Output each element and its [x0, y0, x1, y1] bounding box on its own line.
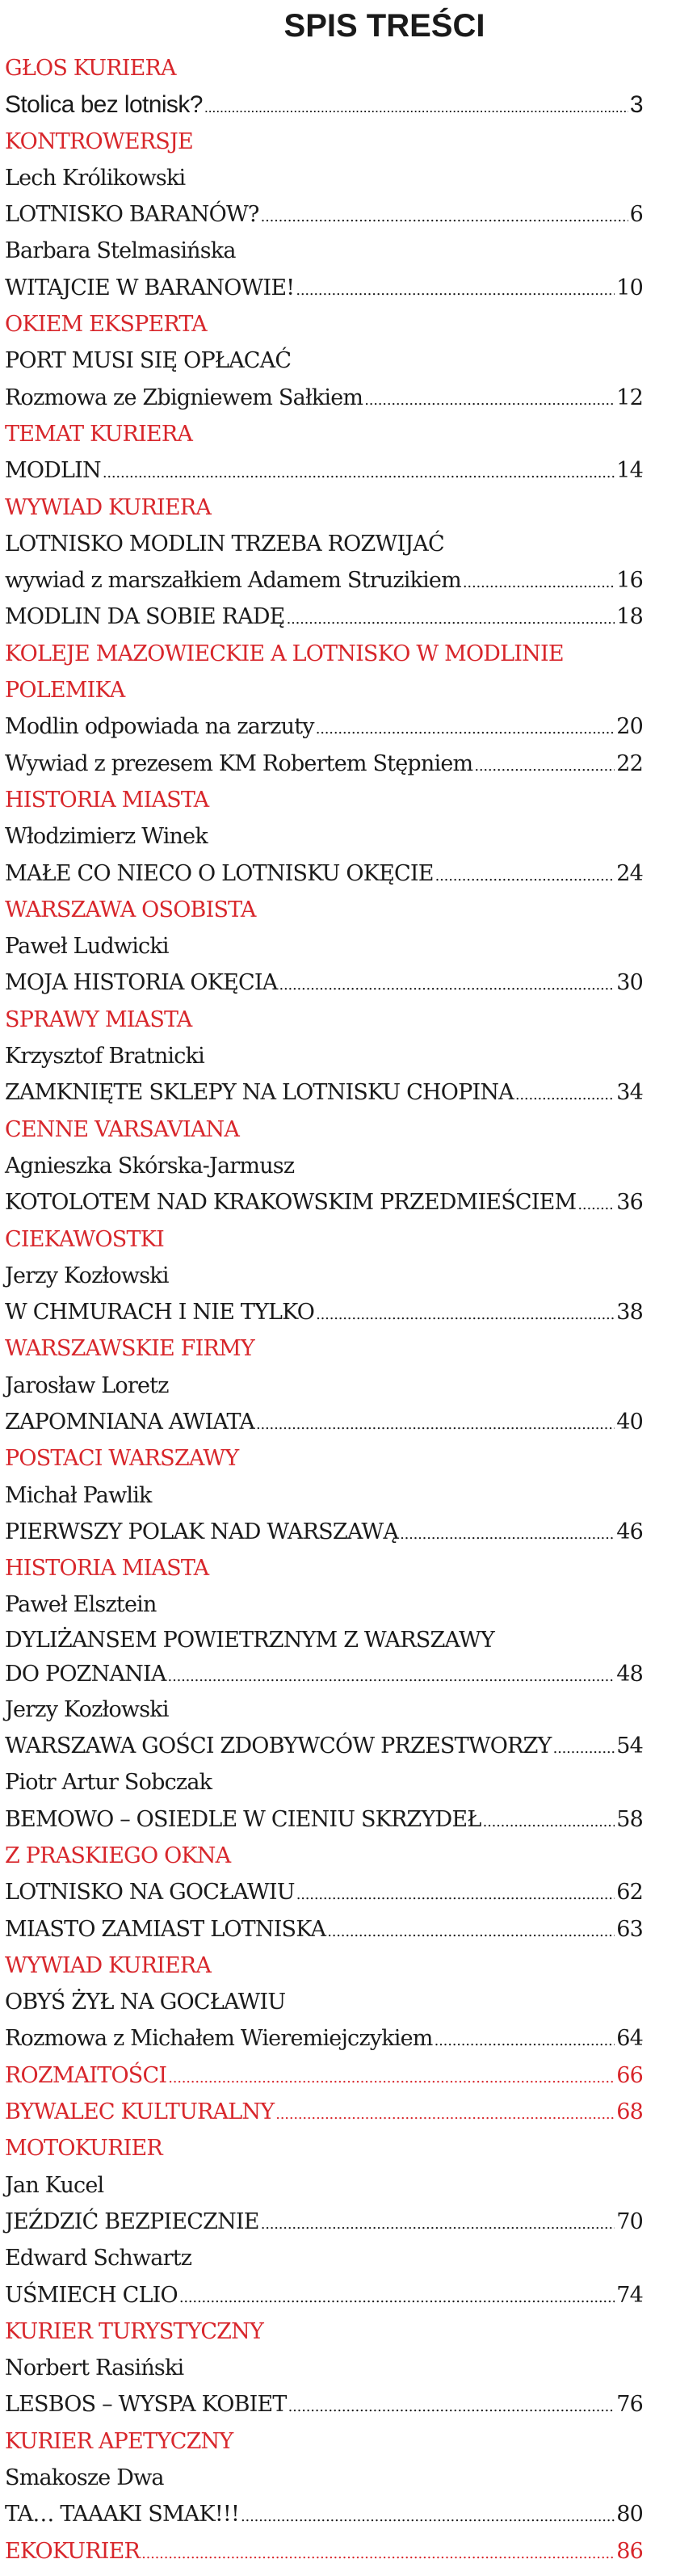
- page-number: 46: [616, 1519, 643, 1544]
- dot-leader: [256, 1404, 615, 1443]
- section-heading: [5, 1440, 643, 1477]
- page-number: 12: [616, 385, 643, 410]
- entry-title: Wywiad z prezesem KM Robertem Stępniem: [5, 750, 473, 776]
- section-heading: [5, 782, 643, 818]
- page-number: 6: [629, 202, 643, 228]
- toc-line: [5, 1764, 643, 1801]
- dot-leader: [168, 1658, 615, 1694]
- entry-title: MIASTO ZAMIAST LOTNISKA: [5, 1916, 326, 1942]
- toc-entry: [5, 2496, 643, 2532]
- page-number: 74: [616, 2282, 643, 2308]
- page-number: 20: [616, 714, 643, 740]
- dot-leader: [327, 1911, 615, 1950]
- toc-line: [5, 1148, 643, 1184]
- entry-title: PORT MUSI SIĘ OPŁACAĆ: [5, 348, 292, 374]
- dot-leader: [463, 562, 615, 601]
- dot-leader: [316, 1294, 615, 1333]
- entry-title: wywiad z marszałkiem Adamem Struzikiem: [5, 568, 461, 594]
- toc-line: [5, 526, 643, 562]
- page-number: 62: [616, 1880, 643, 1906]
- toc-entry: [5, 1514, 643, 1550]
- section-title: BYWALEC KULTURALNY: [5, 2099, 275, 2125]
- page-number: 38: [616, 1300, 643, 1326]
- section-title: KURIER TURYSTYCZNY: [5, 2318, 263, 2344]
- toc-entry: [5, 452, 643, 489]
- entry-title: OBYŚ ŻYŁ NA GOCŁAWIU: [5, 1990, 286, 2015]
- toc-line: [5, 233, 643, 269]
- entry-title: Smakosze Dwa: [5, 2465, 164, 2490]
- toc-line: [5, 1984, 643, 2020]
- section-title: WARSZAWA OSOBISTA: [5, 897, 256, 922]
- toc-line: [5, 160, 643, 196]
- section-title: CIEKAWOSTKI: [5, 1226, 164, 1252]
- entry-title: Michał Pawlik: [5, 1482, 152, 1508]
- page-number: 80: [616, 2502, 643, 2528]
- toc-entry: [5, 1658, 643, 1691]
- toc-line: [5, 1368, 643, 1404]
- entry-title: Lech Królikowski: [5, 165, 186, 191]
- toc-line: [5, 2350, 643, 2386]
- page-number: 16: [616, 568, 643, 594]
- section-title: WYWIAD KURIERA: [5, 1952, 212, 1978]
- entry-title: Stolica bez lotnisk?: [5, 91, 203, 119]
- dot-leader: [141, 2533, 615, 2572]
- page-number: 3: [629, 91, 643, 119]
- entry-title: Paweł Elsztein: [5, 1592, 157, 1618]
- entry-title: PIERWSZY POLAK NAD WARSZAWĄ: [5, 1519, 399, 1544]
- toc-line: [5, 1586, 643, 1623]
- entry-title: Edward Schwartz: [5, 2246, 192, 2271]
- entry-title: TA… TAAAKI SMAK!!!: [5, 2502, 240, 2528]
- entry-title: ZAMKNIĘTE SKLEPY NA LOTNISKU CHOPINA: [5, 1080, 514, 1106]
- entry-title: Krzysztof Bratnicki: [5, 1044, 204, 1069]
- entry-title: UŚMIECH CLIO: [5, 2282, 178, 2308]
- section-heading: [5, 636, 643, 672]
- toc-entry: [5, 1911, 643, 1948]
- dot-leader: [275, 2094, 615, 2133]
- entry-title: JEŹDZIĆ BEZPIECZNIE: [5, 2208, 259, 2234]
- section-heading: [5, 1838, 643, 1874]
- entry-title: LESBOS – WYSPA KOBIET: [5, 2392, 287, 2418]
- page-number: 68: [616, 2099, 643, 2125]
- entry-title: WARSZAWA GOŚCI ZDOBYWCÓW PRZESTWORZY: [5, 1733, 552, 1759]
- dot-leader: [483, 1801, 615, 1840]
- toc-entry: [5, 1874, 643, 1910]
- dot-leader: [261, 2204, 615, 2242]
- section-title: GŁOS KURIERA: [5, 56, 176, 81]
- section-title: CENNE VARSAVIANA: [5, 1116, 240, 1142]
- entry-title: MODLIN: [5, 458, 101, 484]
- section-title: SPRAWY MIASTA: [5, 1006, 192, 1032]
- toc-entry: [5, 1404, 643, 1440]
- toc-entry: [5, 1801, 643, 1838]
- entry-title: Norbert Rasiński: [5, 2355, 184, 2381]
- toc-line: [5, 2167, 643, 2204]
- dot-leader: [435, 2020, 615, 2059]
- entry-title: MOJA HISTORIA OKĘCIA: [5, 970, 278, 996]
- page-number: 86: [616, 2538, 643, 2564]
- entry-title: DO POZNANIA: [5, 1661, 166, 1687]
- page-number: 36: [616, 1190, 643, 1216]
- section-title: OKIEM EKSPERTA: [5, 312, 207, 338]
- entry-title: Jarosław Loretz: [5, 1372, 169, 1398]
- page-number: 64: [616, 2026, 643, 2052]
- toc-line: [5, 1691, 643, 1728]
- toc-entry: [5, 380, 643, 416]
- entry-title: Modlin odpowiada na zarzuty: [5, 714, 314, 740]
- toc-entry: [5, 2386, 643, 2423]
- section-heading: [5, 892, 643, 928]
- toc-line: [5, 1038, 643, 1074]
- section-heading: [5, 490, 643, 526]
- entry-title: Jerzy Kozłowski: [5, 1263, 169, 1288]
- section-heading: [5, 672, 643, 708]
- toc-line: [5, 1258, 643, 1294]
- section-title: KURIER APETYCZNY: [5, 2428, 233, 2454]
- page-number: 58: [616, 1806, 643, 1832]
- entry-title: Jan Kucel: [5, 2172, 104, 2198]
- section-heading: [5, 1948, 643, 1984]
- page-number: 22: [616, 750, 643, 776]
- page-number: 18: [616, 604, 643, 630]
- section-title: WARSZAWSKIE FIRMY: [5, 1336, 254, 1362]
- dot-leader: [241, 2496, 615, 2535]
- entry-title: LOTNISKO NA GOCŁAWIU: [5, 1880, 295, 1906]
- dot-leader: [577, 1184, 615, 1223]
- dot-leader: [103, 452, 615, 491]
- dot-leader: [316, 708, 615, 747]
- section-heading: [5, 1550, 643, 1586]
- page-number: 24: [616, 860, 643, 886]
- dot-leader: [515, 1074, 615, 1113]
- section-heading: [5, 1002, 643, 1038]
- table-of-contents: [5, 0, 643, 2570]
- toc-entry: [5, 1184, 643, 1221]
- toc-line: [5, 2240, 643, 2276]
- entry-title: MODLIN DA SOBIE RADĘ: [5, 604, 285, 630]
- section-heading: [5, 1112, 643, 1148]
- dot-leader: [168, 2057, 615, 2096]
- section-heading: [5, 124, 643, 160]
- page-number: 30: [616, 970, 643, 996]
- dot-leader: [400, 1514, 615, 1553]
- page-number: 34: [616, 1080, 643, 1106]
- section-heading: [5, 416, 643, 452]
- entry-title: MAŁE CO NIECO O LOTNISKU OKĘCIE: [5, 860, 434, 886]
- dot-leader: [179, 2277, 615, 2316]
- section-title: EKOKURIER: [5, 2538, 141, 2564]
- dot-leader: [296, 270, 615, 309]
- section-heading: [5, 50, 643, 86]
- section-heading: [5, 306, 643, 342]
- entry-title: ZAPOMNIANA AWIATA: [5, 1409, 254, 1435]
- section-entry: [5, 2533, 643, 2570]
- page-number: 63: [616, 1916, 643, 1942]
- entry-title: KOTOLOTEM NAD KRAKOWSKIM PRZEDMIEŚCIEM: [5, 1190, 577, 1216]
- entry-title: W CHMURACH I NIE TYLKO: [5, 1300, 315, 1326]
- page-number: 40: [616, 1409, 643, 1435]
- entry-title: LOTNISKO MODLIN TRZEBA ROZWIJAĆ: [5, 531, 444, 557]
- section-title: KONTROWERSJE: [5, 128, 193, 154]
- entry-title: Rozmowa ze Zbigniewem Sałkiem: [5, 385, 363, 410]
- section-heading: [5, 1330, 643, 1367]
- entry-title: Agnieszka Skórska-Jarmusz: [5, 1153, 295, 1179]
- entry-title: Włodzimierz Winek: [5, 824, 208, 850]
- dot-leader: [288, 2386, 615, 2425]
- section-entry: [5, 2057, 643, 2094]
- toc-entry: [5, 2277, 643, 2313]
- entry-title: LOTNISKO BARANÓW?: [5, 202, 259, 228]
- entry-title: Rozmowa z Michałem Wieremiejczykiem: [5, 2026, 433, 2052]
- dot-leader: [435, 855, 615, 894]
- toc-entry: [5, 2204, 643, 2240]
- toc-entry: [5, 86, 643, 123]
- section-title: MOTOKURIER: [5, 2136, 162, 2162]
- entry-title: Barbara Stelmasińska: [5, 238, 236, 264]
- toc-entry: [5, 599, 643, 635]
- entry-title: Jerzy Kozłowski: [5, 1696, 169, 1722]
- toc-entry: [5, 855, 643, 892]
- dot-leader: [553, 1728, 615, 1767]
- section-title: WYWIAD KURIERA: [5, 494, 212, 520]
- section-title: KOLEJE MAZOWIECKIE A LOTNISKO W MODLINIE: [5, 641, 564, 666]
- section-title: Z PRASKIEGO OKNA: [5, 1843, 231, 1868]
- entry-title: WITAJCIE W BARANOWIE!: [5, 275, 295, 300]
- section-title: HISTORIA MIASTA: [5, 1556, 209, 1582]
- toc-line: [5, 1477, 643, 1514]
- page-number: 48: [616, 1661, 643, 1687]
- section-heading: [5, 1221, 643, 1258]
- section-heading: [5, 2423, 643, 2460]
- toc-entry: [5, 1294, 643, 1330]
- section-title: ROZMAITOŚCI: [5, 2062, 167, 2088]
- dot-leader: [279, 964, 615, 1003]
- section-title: POLEMIKA: [5, 678, 125, 704]
- toc-line: [5, 818, 643, 855]
- page-number: 66: [616, 2062, 643, 2088]
- entry-title: Paweł Ludwicki: [5, 934, 169, 960]
- toc-entry: [5, 2020, 643, 2057]
- dot-leader: [204, 86, 628, 126]
- dot-leader: [287, 599, 615, 637]
- toc-list: [5, 50, 643, 2570]
- toc-line: [5, 342, 643, 379]
- toc-entry: [5, 1074, 643, 1111]
- page-number: 14: [616, 458, 643, 484]
- dot-leader: [261, 196, 628, 235]
- toc-entry: [5, 708, 643, 745]
- toc-entry: [5, 270, 643, 306]
- toc-entry: [5, 964, 643, 1001]
- section-heading: [5, 2130, 643, 2166]
- toc-entry: [5, 196, 643, 233]
- entry-title: Piotr Artur Sobczak: [5, 1770, 212, 1796]
- toc-line: [5, 2460, 643, 2496]
- section-heading: [5, 2313, 643, 2350]
- section-title: POSTACI WARSZAWY: [5, 1446, 239, 1472]
- entry-title: BEMOWO – OSIEDLE W CIENIU SKRZYDEŁ: [5, 1806, 481, 1832]
- section-title: TEMAT KURIERA: [5, 421, 193, 447]
- page-number: 76: [616, 2392, 643, 2418]
- toc-entry: [5, 746, 643, 782]
- page-number: 54: [616, 1733, 643, 1759]
- toc-entry: [5, 562, 643, 599]
- toc-entry: [5, 1728, 643, 1764]
- section-entry: [5, 2094, 643, 2130]
- page-number: 70: [616, 2208, 643, 2234]
- section-title: HISTORIA MIASTA: [5, 787, 209, 813]
- toc-line: [5, 1624, 643, 1658]
- entry-title: DYLIŻANSEM POWIETRZNYM Z WARSZAWY: [5, 1627, 495, 1653]
- dot-leader: [474, 746, 615, 784]
- dot-leader: [296, 1874, 615, 1913]
- dot-leader: [364, 380, 615, 418]
- page-number: 10: [616, 275, 643, 300]
- toc-line: [5, 928, 643, 964]
- page-title: SPIS TREŚCI: [283, 8, 485, 44]
